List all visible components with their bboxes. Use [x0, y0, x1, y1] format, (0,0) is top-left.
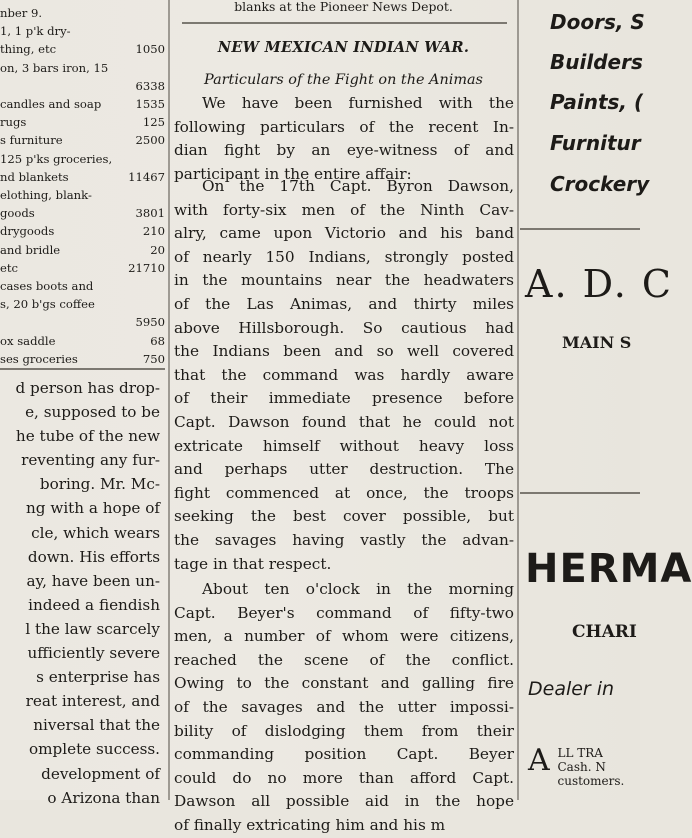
article-paragraph-3 — [174, 578, 514, 838]
text-line: could do no more than afford Capt. — [174, 768, 514, 787]
ledger-label: ses groceries — [0, 351, 78, 366]
text-line: participant in the entire affair: — [174, 164, 412, 183]
ledger-row — [0, 22, 165, 40]
ledger-label: 125 p'ks groceries, — [0, 151, 113, 166]
ad-line: Crockery — [550, 172, 650, 196]
ledger-row — [0, 4, 165, 22]
ad-dealer: Dealer in — [528, 678, 615, 700]
text-line: and perhaps utter destruction. The — [174, 460, 514, 479]
text-line: l the law scarcely — [25, 619, 160, 638]
ad-street: MAIN S — [562, 333, 632, 352]
text-line: that the command was hardly aware — [174, 365, 514, 384]
ledger-row — [0, 313, 165, 331]
text-line: reventing any fur- — [21, 451, 160, 470]
ledger-row — [0, 332, 165, 350]
text-line: tage in that respect. — [174, 554, 332, 573]
text-line: About ten o'clock in the morning — [202, 580, 514, 598]
text-line: cle, which wears — [31, 523, 160, 542]
ledger-label: etc — [0, 260, 19, 275]
text-line: of nearly 150 Indians, strongly posted — [174, 247, 514, 266]
left-article — [0, 376, 160, 810]
ledger-row — [0, 168, 165, 186]
column-divider — [0, 368, 165, 370]
ledger-row — [0, 241, 165, 259]
text-line: Dawson all possible aid in the hope — [174, 792, 514, 811]
text-line: of the Las Animas, and thirty miles — [174, 294, 514, 313]
shipment-ledger — [0, 4, 165, 368]
column-rule — [168, 0, 170, 800]
ledger-amount: 2500 — [135, 133, 165, 148]
text-line: ng with a hope of — [25, 499, 160, 518]
ledger-label: s, 20 b'gs coffee — [0, 297, 95, 312]
ledger-row — [0, 295, 165, 313]
ad-herman: HERMA — [525, 546, 692, 592]
ledger-amount: 68 — [150, 333, 165, 348]
text-line: men, a number of whom were citizens, — [174, 627, 514, 646]
ledger-amount: 125 — [142, 115, 165, 130]
top-line: blanks at the Pioneer News Depot. — [234, 0, 453, 14]
article-paragraph-1 — [174, 92, 514, 186]
ledger-label: thing, etc — [0, 42, 57, 57]
ledger-label: 1, 1 p'k dry- — [0, 24, 71, 39]
ad-all-line-3: customers. — [557, 774, 625, 788]
ledger-row — [0, 222, 165, 240]
ledger-row — [0, 77, 165, 95]
text-line: alry, came upon Victorio and his band — [174, 224, 514, 243]
text-line: fight commenced at once, the troops — [174, 483, 514, 502]
text-line: ufficiently severe — [27, 644, 160, 663]
ledger-row — [0, 95, 165, 113]
column-rule — [517, 0, 519, 800]
ad-divider — [520, 228, 640, 230]
ledger-row — [0, 150, 165, 168]
ledger-amount: 21710 — [128, 260, 165, 275]
ledger-row — [0, 350, 165, 368]
ledger-label: drygoods — [0, 224, 55, 239]
ad-line: Furnitur — [550, 131, 641, 155]
ledger-label: and bridle — [0, 242, 61, 257]
text-line: extricate himself without heavy loss — [174, 436, 514, 455]
text-line: in the mountains near the headwaters — [174, 271, 514, 290]
ledger-label: elothing, blank- — [0, 188, 92, 203]
subheadline: Particulars of the Fight on the Animas — [204, 72, 483, 88]
ledger-label: rugs — [0, 115, 27, 130]
ad-line: Paints, ( — [550, 90, 644, 114]
ledger-label: goods — [0, 206, 35, 221]
text-line: of the savages and the utter impossi- — [174, 697, 514, 716]
text-line: of finally extricating him and his m — [174, 815, 446, 834]
text-line: Capt. Beyer's command of fifty-two — [174, 603, 514, 622]
headline: NEW MEXICAN INDIAN WAR. — [217, 39, 470, 56]
text-line: ay, have been un- — [26, 571, 160, 590]
ad-all-line-1: LL TRA — [557, 746, 603, 760]
drop-cap: A — [528, 743, 550, 778]
left-column — [0, 0, 165, 807]
text-line: seeking the best cover possible, but — [174, 507, 514, 526]
ledger-amount: 1535 — [135, 97, 165, 112]
ad-divider — [520, 492, 640, 494]
ledger-row — [0, 204, 165, 222]
ledger-amount: 5950 — [135, 315, 165, 330]
text-line: commanding position Capt. Beyer — [174, 745, 514, 764]
text-line: dian fight by an eye-witness of and — [174, 141, 514, 160]
text-line: niversal that the — [33, 716, 160, 735]
ad-charl: CHARI — [572, 622, 637, 642]
text-line: reached the scene of the conflict. — [174, 650, 514, 669]
ledger-amount: 11467 — [128, 169, 165, 184]
ledger-amount: 6338 — [135, 78, 165, 93]
ledger-label: on, 3 bars iron, 15 — [0, 60, 109, 75]
ledger-row — [0, 59, 165, 77]
ledger-label: candles and soap — [0, 97, 102, 112]
text-line: indeed a fiendish — [28, 595, 160, 614]
header-rule — [182, 22, 507, 24]
ledger-row — [0, 113, 165, 131]
right-column — [520, 0, 692, 800]
text-line: s enterprise has — [36, 668, 160, 687]
ad-all-trade — [528, 743, 625, 788]
text-line: o Arizona than — [47, 788, 160, 807]
ledger-row — [0, 40, 165, 58]
ledger-label: nd blankets — [0, 169, 69, 184]
ad-line: Doors, S — [550, 10, 645, 34]
text-line: following particulars of the recent In- — [174, 117, 514, 136]
ad-line: Builders — [550, 50, 643, 74]
text-line: We have been furnished with the — [202, 94, 514, 112]
text-line: reat interest, and — [25, 692, 160, 711]
text-line: e, supposed to be — [25, 403, 160, 422]
text-line: down. His efforts — [27, 547, 160, 566]
ledger-amount: 750 — [142, 351, 165, 366]
text-line: above Hillsborough. So cautious had — [174, 318, 514, 337]
ledger-amount: 210 — [142, 224, 165, 239]
text-line: bility of dislodging them from their — [174, 721, 514, 740]
ledger-row — [0, 131, 165, 149]
article-paragraph-2 — [174, 175, 514, 576]
text-line: with forty-six men of the Ninth Cav- — [174, 200, 514, 219]
middle-column — [172, 0, 515, 834]
ledger-label: nber 9. — [0, 6, 43, 20]
text-line: omplete success. — [28, 740, 160, 759]
ledger-row — [0, 259, 165, 277]
ledger-label: s furniture — [0, 133, 63, 148]
ad-all-line-2: Cash. N — [557, 760, 606, 774]
ledger-amount: 20 — [150, 242, 165, 257]
ledger-row — [0, 186, 165, 204]
text-line: d person has drop- — [15, 379, 160, 397]
text-line: boring. Mr. Mc- — [39, 475, 160, 494]
text-line: Capt. Dawson found that he could not — [174, 412, 514, 431]
ledger-row — [0, 277, 165, 295]
text-line: the savages having vastly the advan- — [174, 530, 514, 549]
text-line: On the 17th Capt. Byron Dawson, — [202, 177, 514, 195]
text-line: the Indians been and so well covered — [174, 342, 514, 361]
ledger-label: ox saddle — [0, 333, 56, 348]
text-line: Owing to the constant and galling fire — [174, 674, 514, 693]
text-line: development of — [41, 764, 160, 783]
ledger-label: cases boots and — [0, 279, 94, 294]
ledger-amount: 1050 — [135, 42, 165, 57]
text-line: he tube of the new — [15, 427, 160, 446]
text-line: of their immediate presence before — [174, 389, 514, 408]
ad-company-name: A. D. C — [525, 262, 673, 306]
ledger-amount: 3801 — [135, 206, 165, 221]
